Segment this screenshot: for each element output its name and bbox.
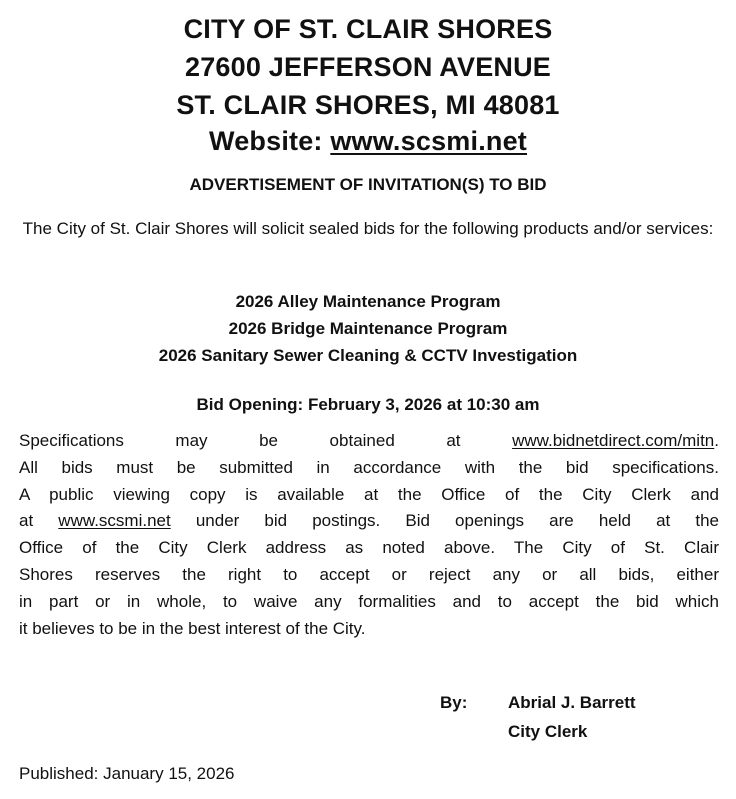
header-city-state-zip: ST. CLAIR SHORES, MI 48081: [176, 90, 560, 120]
website-link[interactable]: www.scsmi.net: [330, 126, 527, 156]
paragraph-line: All bids must be submitted in accordance with the bid specifications.: [19, 457, 719, 477]
paragraph-text: under bid postings. Bid openings are held at the: [195, 511, 719, 531]
bid-opening: Bid Opening: February 3, 2026 at 10:30 am: [196, 395, 540, 414]
scsmi-link[interactable]: www.scsmi.net: [58, 511, 171, 531]
project-item: 2026 Alley Maintenance Program: [235, 292, 501, 311]
paragraph-line: it believes to be in the best interest of the City.: [19, 618, 366, 638]
advertisement-title: ADVERTISEMENT OF INVITATION(S) TO BID: [189, 175, 547, 194]
signatory-title: City Clerk: [508, 722, 588, 741]
project-list: [0, 288, 736, 369]
header-street-address: 27600 JEFFERSON AVENUE: [184, 52, 552, 82]
paragraph-line: [19, 428, 719, 455]
paragraph-line: Shores reserves the right to accept or reject any or all bids, either: [19, 564, 719, 584]
paragraph-line: A public viewing copy is available at the Office of the City Clerk and: [19, 484, 719, 504]
header-city-name: CITY OF ST. CLAIR SHORES: [183, 14, 553, 44]
website-label: Website:: [209, 126, 323, 156]
paragraph-text: .: [714, 431, 719, 450]
project-item: 2026 Bridge Maintenance Program: [228, 319, 508, 338]
paragraph-text: Specifications may be obtained at: [19, 431, 461, 450]
signatory-name: Abrial J. Barrett: [508, 693, 636, 712]
published-date: Published: January 15, 2026: [19, 764, 235, 783]
paragraph-line: in part or in whole, to waive any formalities and to accept the bid which: [19, 591, 719, 611]
intro-text: The City of St. Clair Shores will solicit sealed bids for the following products and/or services:: [22, 219, 714, 238]
paragraph-line: Office of the City Clerk address as noted above. The City of St. Clair: [19, 538, 719, 558]
paragraph-line: [19, 508, 719, 535]
specifications-paragraph: [19, 428, 719, 642]
bidnet-link[interactable]: www.bidnetdirect.com/mitn: [512, 431, 715, 450]
project-item: 2026 Sanitary Sewer Cleaning & CCTV Investigation: [158, 346, 578, 365]
by-label: By:: [440, 693, 468, 712]
header-website: [0, 124, 736, 158]
paragraph-text: at: [19, 511, 34, 531]
